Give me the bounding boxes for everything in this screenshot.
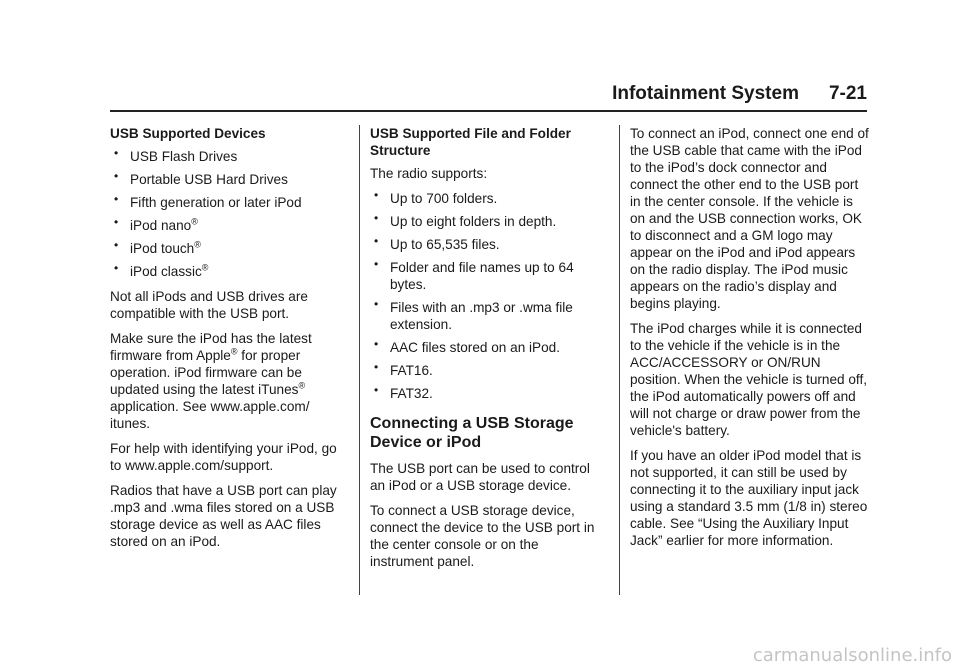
list-item: • Folder and file names up to 64 bytes.: [370, 259, 605, 293]
connecting-heading: Connecting a USB Storage Device or iPod: [370, 415, 574, 451]
list-item: • Up to eight folders in depth.: [370, 213, 605, 230]
registered-mark: ®: [194, 239, 201, 250]
list-item: • AAC files stored on an iPod.: [370, 339, 605, 356]
file-structure-heading: USB Supported File and Folder Structure: [370, 126, 571, 158]
list-item: • Files with an .mp3 or .wma file extension.: [370, 299, 605, 333]
list-item: • Up to 700 folders.: [370, 190, 605, 207]
supports-intro: The radio supports:: [370, 166, 488, 181]
section-title: Infotainment System: [612, 83, 799, 104]
list-item: • Portable USB Hard Drives: [110, 171, 350, 188]
list-item: • USB Flash Drives: [110, 148, 350, 165]
charging-paragraph: The iPod charges while it is connected to the vehicle if the vehicle is in the ACC/ACCESSORY or ON/RUN position. When the vehicle is turned off, the iPod automatically powers off and will not charge or draw power from the vehicle's battery.: [630, 321, 868, 438]
list-item: • iPod nano®: [110, 217, 350, 234]
usb-port-paragraph: The USB port can be used to control an iPod or a USB storage device.: [370, 461, 590, 493]
connect-storage-paragraph: To connect a USB storage device, connect the device to the USB port in the center console or on the instrument panel.: [370, 503, 595, 569]
registered-mark: ®: [191, 216, 198, 227]
usb-devices-list: [110, 148, 350, 280]
registered-mark: ®: [201, 262, 209, 273]
usb-devices-heading: USB Supported Devices: [110, 126, 266, 141]
list-item: • FAT32.: [370, 385, 605, 402]
column-divider-1: [359, 125, 360, 595]
column-3: [630, 125, 870, 557]
list-item: • iPod touch®: [110, 240, 350, 257]
list-item: • iPod classic®: [110, 263, 350, 280]
firmware-paragraph: Make sure the iPod has the latest firmware from Apple® for proper operation. iPod firmware can be updated using the latest iTunes® application. See www.apple.com/ itunes.: [110, 331, 312, 431]
page-header: [110, 80, 867, 112]
column-1: [110, 125, 350, 558]
watermark: carmanualsonline.info: [752, 645, 952, 666]
list-item: • Fifth generation or later iPod: [110, 194, 350, 211]
formats-paragraph: Radios that have a USB port can play .mp3 and .wma files stored on a USB storage device as well as AAC files stored on an iPod.: [110, 483, 337, 549]
column-divider-2: [619, 125, 620, 595]
connect-ipod-paragraph: To connect an iPod, connect one end of the USB cable that came with the iPod to the iPod’s dock connector and connect the other end to the USB port in the center console. If the vehicle is on and the USB connection works, OK to disconnect and a GM logo may appear on the iPod and iPod appears on the radio display. The iPod music appears on the radio’s display and begins playing.: [630, 126, 869, 311]
list-item: • Up to 65,535 files.: [370, 236, 605, 253]
compatibility-paragraph: Not all iPods and USB drives are compatible with the USB port.: [110, 289, 308, 321]
page-number: 7-21: [828, 83, 867, 104]
list-item: • FAT16.: [370, 362, 605, 379]
older-ipod-paragraph: If you have an older iPod model that is not supported, it can still be used by connecting it to the auxiliary input jack using a standard 3.5 mm (1/8 in) stereo cable. See “Using the Auxiliary Input Jack” earlier for more information.: [630, 448, 868, 548]
support-paragraph: For help with identifying your iPod, go to www.apple.com/support.: [110, 441, 337, 473]
supports-list: [370, 190, 605, 402]
column-2: [370, 125, 605, 578]
